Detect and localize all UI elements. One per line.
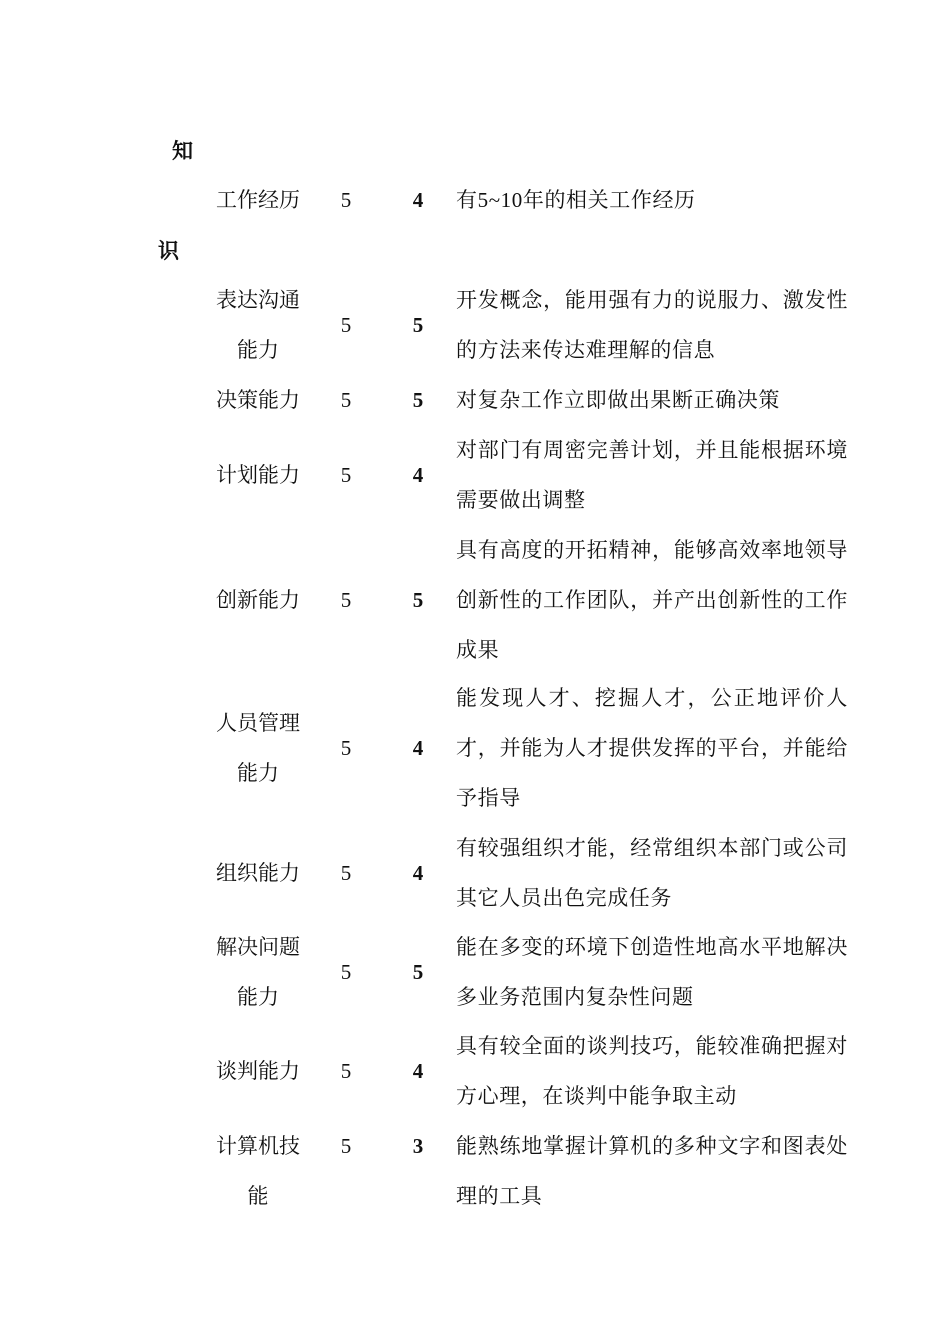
table-row	[0, 175, 950, 225]
row-max-score: 5	[340, 861, 352, 885]
row-description: 有较强组织才能，经常组织本部门或公司其它人员出色完成任务	[456, 836, 848, 910]
row-score: 5	[412, 960, 424, 984]
row-description: 有5~10年的相关工作经历	[456, 188, 696, 212]
row-description: 具有较全面的谈判技巧，能较准确把握对方心理，在谈判中能争取主动	[456, 1034, 848, 1108]
row-score: 4	[412, 1059, 424, 1083]
row-name: 人员管理 能力	[216, 711, 300, 785]
row-description: 开发概念，能用强有力的说服力、激发性的方法来传达难理解的信息	[456, 288, 848, 362]
row-name: 计算机技 能	[216, 1134, 300, 1208]
row-max-score: 5	[340, 1134, 352, 1158]
row-score: 4	[412, 861, 424, 885]
row-description: 对复杂工作立即做出果断正确决策	[456, 388, 780, 412]
table-row	[0, 425, 950, 525]
table-row	[0, 922, 950, 1022]
row-score: 5	[412, 313, 424, 337]
table-row	[0, 1121, 950, 1221]
table-row	[0, 1021, 950, 1121]
row-max-score: 5	[340, 463, 352, 487]
row-score: 4	[412, 188, 424, 212]
row-name: 组织能力	[216, 861, 300, 885]
row-max-score: 5	[340, 736, 352, 760]
row-description: 对部门有周密完善计划，并且能根据环境需要做出调整	[456, 438, 848, 512]
side-label-shi: 识	[158, 239, 179, 263]
row-score: 5	[412, 388, 424, 412]
row-name: 计划能力	[216, 463, 300, 487]
row-max-score: 5	[340, 388, 352, 412]
row-description: 具有高度的开拓精神，能够高效率地领导创新性的工作团队，并产出创新性的工作成果	[456, 538, 848, 662]
row-max-score: 5	[340, 1059, 352, 1083]
row-name: 决策能力	[216, 388, 300, 412]
row-max-score: 5	[340, 960, 352, 984]
row-max-score: 5	[340, 313, 352, 337]
row-score: 5	[412, 588, 424, 612]
row-score: 4	[412, 736, 424, 760]
row-score: 3	[412, 1134, 424, 1158]
row-description: 能熟练地掌握计算机的多种文字和图表处理的工具	[456, 1134, 848, 1208]
row-name: 表达沟通 能力	[216, 288, 300, 362]
table-row	[0, 525, 950, 675]
row-description: 能在多变的环境下创造性地高水平地解决多业务范围内复杂性问题	[456, 935, 848, 1009]
table-row	[0, 275, 950, 375]
row-name: 谈判能力	[216, 1059, 300, 1083]
row-description: 能发现人才、挖掘人才，公正地评价人才，并能为人才提供发挥的平台，并能给予指导	[456, 686, 848, 810]
row-name: 创新能力	[216, 588, 300, 612]
row-score: 4	[412, 463, 424, 487]
row-max-score: 5	[340, 588, 352, 612]
row-name: 解决问题 能力	[216, 935, 300, 1009]
side-label-zhi: 知	[172, 139, 193, 163]
table-row	[0, 823, 950, 923]
row-name: 工作经历	[216, 188, 300, 212]
row-max-score: 5	[340, 188, 352, 212]
table-row	[0, 375, 950, 425]
table-row	[0, 673, 950, 823]
